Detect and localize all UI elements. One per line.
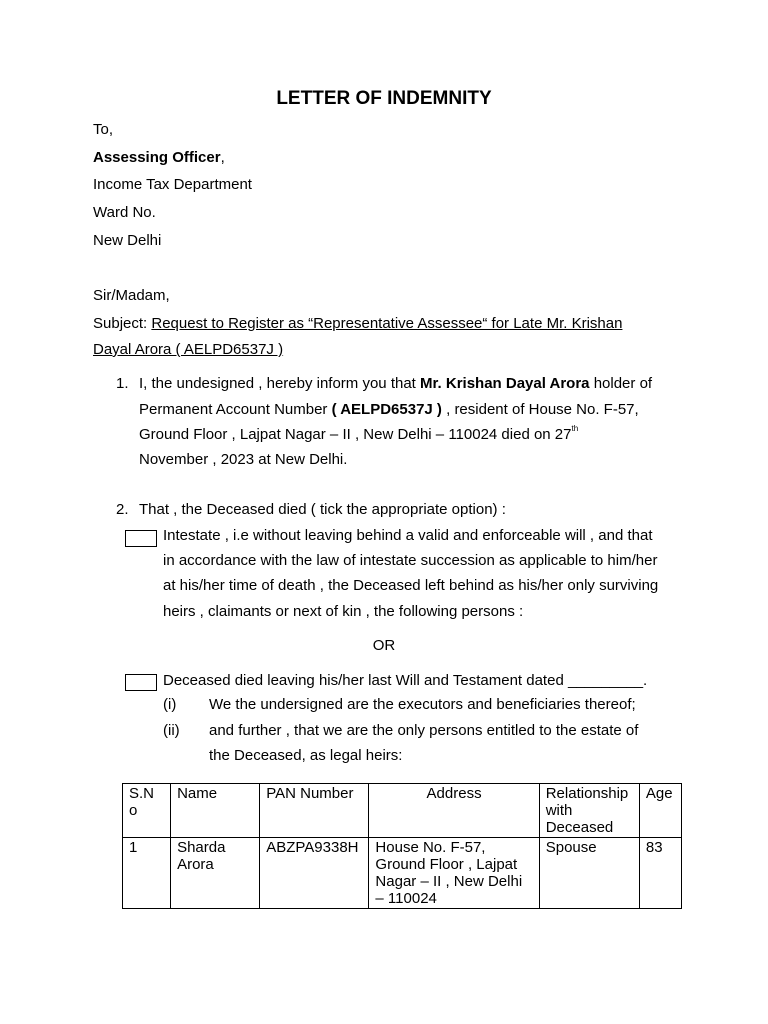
intestate-line-2: in accordance with the law of intestate succession as applicable to him/her: [163, 552, 658, 569]
sub-item-i-text: We the undersigned are the executors and beneficiaries thereof;: [209, 696, 636, 713]
subject-line-1: [93, 315, 622, 332]
addressee-officer: [93, 149, 225, 166]
point1-line-4: November , 2023 at New Delhi.: [139, 451, 348, 468]
sub-item-ii-number: (ii): [163, 722, 180, 739]
header-address: Address: [369, 784, 539, 838]
intestate-line-4: heirs , claimants or next of kin , the following persons :: [163, 603, 524, 620]
point1-pan-label: Permanent Account Number: [139, 401, 332, 418]
point1-residence: , resident of House No. F-57,: [441, 401, 639, 418]
deceased-pan: ( AELPD6537J ): [331, 401, 442, 418]
point1-address: Ground Floor , Lajpat Nagar – II , New Delhi – 110024 died on 27: [139, 426, 572, 443]
intestate-checkbox[interactable]: [125, 530, 157, 547]
header-relationship: Relationship with Deceased: [539, 784, 639, 838]
sub-item-i-number: (i): [163, 696, 177, 713]
cell-sno: 1: [123, 838, 171, 909]
header-age: Age: [639, 784, 681, 838]
addressee-to: To,: [93, 121, 114, 138]
point1-text-a: I, the undesigned , hereby inform you that: [139, 375, 421, 392]
header-sno: S.N o: [123, 784, 171, 838]
point1-number: 1.: [116, 375, 129, 392]
officer-title: Assessing Officer: [93, 149, 221, 166]
salutation: Sir/Madam,: [93, 287, 170, 304]
will-text: Deceased died leaving his/her last Will and Testament dated _________.: [163, 672, 648, 689]
sub-item-ii-line-2: the Deceased, as legal heirs:: [209, 747, 403, 764]
officer-comma: ,: [220, 149, 225, 166]
legal-heirs-table: [122, 783, 682, 909]
subject-text-1: Request to Register as “Representative Assessee“ for Late Mr. Krishan: [151, 315, 623, 332]
addressee-city: New Delhi: [93, 232, 162, 249]
point2-text: That , the Deceased died ( tick the appropriate option) :: [139, 501, 506, 518]
header-name: Name: [171, 784, 260, 838]
sub-item-ii-line-1: and further , that we are the only persons entitled to the estate of: [209, 722, 639, 739]
or-separator: OR: [372, 637, 396, 654]
point2-number: 2.: [116, 501, 129, 518]
ordinal-suffix: th: [571, 424, 579, 433]
header-pan: PAN Number: [260, 784, 369, 838]
point1-line-2: [139, 401, 639, 418]
letter-title: LETTER OF INDEMNITY: [276, 88, 492, 109]
subject-line-2: Dayal Arora ( AELPD6537J ): [93, 341, 284, 358]
cell-pan: ABZPA9338H: [260, 838, 369, 909]
will-checkbox[interactable]: [125, 674, 157, 691]
table-header-row: [123, 784, 682, 838]
cell-name: Sharda Arora: [171, 838, 260, 909]
table-row: [123, 838, 682, 909]
addressee-department: Income Tax Department: [93, 176, 252, 193]
point1-line-1: [139, 375, 652, 392]
intestate-line-3: at his/her time of death , the Deceased left behind as his/her only surviving: [163, 577, 659, 594]
deceased-name: Mr. Krishan Dayal Arora: [420, 375, 590, 392]
cell-address: House No. F-57, Ground Floor , Lajpat Nagar – II , New Delhi – 110024: [369, 838, 539, 909]
subject-label: Subject:: [93, 315, 152, 332]
intestate-line-1: Intestate , i.e without leaving behind a valid and enforceable will , and that: [163, 527, 653, 544]
cell-age: 83: [639, 838, 681, 909]
cell-relationship: Spouse: [539, 838, 639, 909]
addressee-ward: Ward No.: [93, 204, 156, 221]
point1-text-b: holder of: [589, 375, 653, 392]
point1-line-3: [139, 426, 578, 443]
